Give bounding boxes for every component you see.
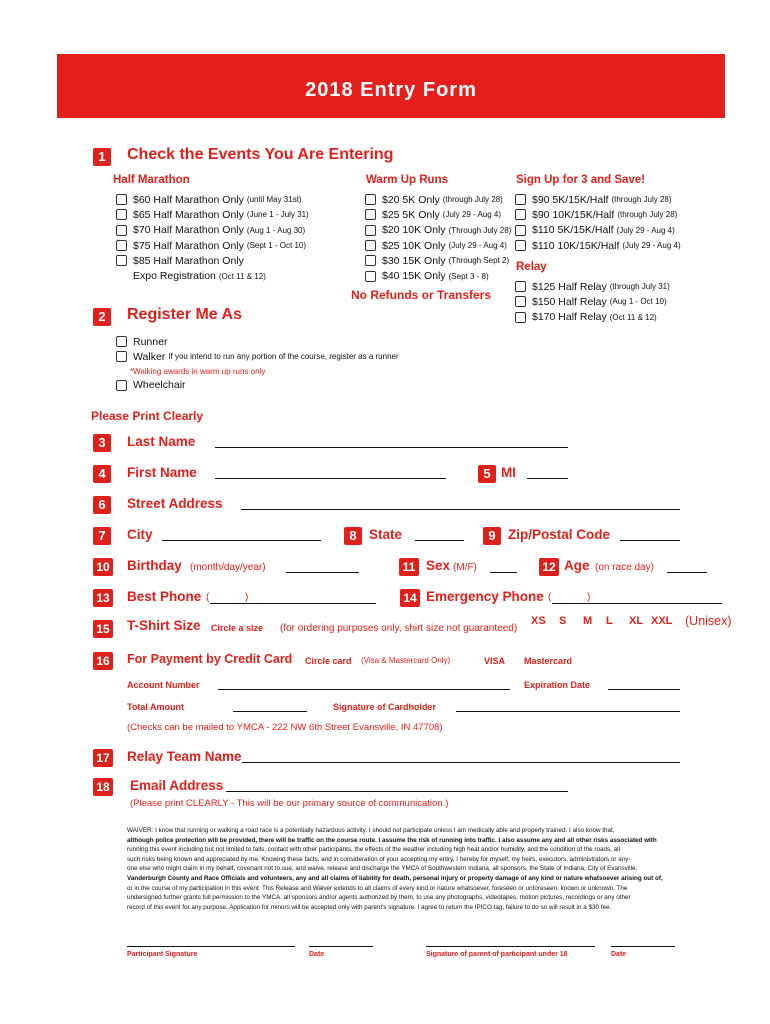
section-heading-register: Register Me As — [127, 306, 242, 323]
warm-up-options — [365, 192, 511, 284]
signature-cardholder-label: Signature of Cardholder — [333, 702, 437, 712]
age-field[interactable] — [667, 572, 707, 573]
option-combo-3[interactable] — [515, 223, 681, 238]
zip-field[interactable] — [620, 540, 680, 541]
email-label: Email Address — [130, 778, 224, 793]
email-field[interactable] — [226, 791, 568, 792]
mi-field[interactable] — [527, 478, 568, 479]
city-field[interactable] — [162, 540, 321, 541]
waiver-text — [127, 826, 682, 912]
option-label: $25 10K Only — [382, 239, 446, 252]
size-s[interactable]: S — [559, 615, 567, 627]
field-number-10: 10 — [93, 558, 113, 576]
checkbox[interactable] — [116, 255, 127, 266]
account-number-field[interactable] — [218, 689, 510, 690]
relay-heading: Relay — [516, 261, 547, 273]
birthday-field[interactable] — [286, 572, 359, 573]
total-amount-label: Total Amount — [127, 702, 184, 712]
checkbox[interactable] — [365, 194, 376, 205]
option-half-marathon-75[interactable] — [116, 238, 309, 253]
signature-cardholder-field[interactable] — [456, 711, 680, 712]
please-print-clearly: Please Print Clearly — [91, 409, 204, 423]
waiver-line: such risks being known and appreciated by me. Knowing these facts, and in consideration of your accepting my entry, I hereby for myself, my heirs, executors, administrators or any- — [127, 855, 631, 863]
participant-signature-label: Participant Signature — [127, 951, 198, 958]
birthday-note: (month/day/year) — [190, 562, 266, 573]
emergency-phone-paren-close: ) — [587, 592, 591, 603]
option-label: $85 Half Marathon Only — [133, 254, 244, 267]
option-note: (through July 28) — [442, 195, 503, 205]
parent-signature-label: Signature of parent of participant under 18 — [426, 951, 568, 958]
register-options — [116, 334, 399, 393]
tshirt-note: (for ordering purposes only, shirt size not guaranteed) — [280, 623, 518, 634]
option-note: (through July 28) — [617, 210, 678, 220]
option-note: (July 29 - Aug 4) — [622, 241, 681, 251]
size-xs[interactable]: XS — [531, 615, 546, 627]
relay-team-label: Relay Team Name — [127, 749, 242, 764]
checkbox[interactable] — [365, 240, 376, 251]
size-xl[interactable]: XL — [629, 615, 644, 627]
relay-options — [515, 279, 670, 325]
half-marathon-options — [116, 192, 309, 284]
option-note: (Sept 3 - 8) — [448, 271, 489, 281]
field-number-3: 3 — [93, 434, 111, 452]
mastercard-option[interactable]: Mastercard — [524, 656, 573, 666]
date-label-2: Date — [611, 951, 627, 958]
zip-label: Zip/Postal Code — [508, 527, 611, 542]
option-label: $70 Half Marathon Only — [133, 224, 244, 237]
form-title-banner — [57, 54, 725, 118]
checkbox[interactable] — [365, 271, 376, 282]
option-label: $90 10K/15K/Half — [532, 208, 615, 221]
field-number-9: 9 — [483, 527, 501, 545]
option-note: (Aug 1 - Aug 30) — [246, 225, 306, 235]
email-note: (Please print CLEARLY - This will be our primary source of communication.) — [130, 798, 449, 809]
payment-label: For Payment by Credit Card — [127, 652, 293, 666]
option-combo-1[interactable] — [515, 192, 681, 207]
size-l[interactable]: L — [606, 615, 613, 627]
option-wheelchair[interactable] — [116, 378, 399, 393]
option-note: (Aug 1 - Oct 10) — [609, 297, 667, 307]
option-note: (July 29 - Aug 4) — [616, 225, 675, 235]
option-warm-up-2[interactable] — [365, 207, 511, 222]
checkbox[interactable] — [116, 240, 127, 251]
waiver-line: record of this event for any purpose. Application for minors will be accepted only with parent's signature. I agree to return the IPICO tag, failure to do so will result in a $30 fee. — [127, 903, 612, 911]
checkbox[interactable] — [116, 380, 127, 391]
half-marathon-heading: Half Marathon — [113, 174, 190, 186]
birthday-label: Birthday — [127, 558, 182, 573]
option-walker[interactable] — [116, 349, 399, 364]
option-warm-up-5[interactable] — [365, 253, 511, 268]
size-xxl[interactable]: XXL — [651, 615, 673, 627]
first-name-label: First Name — [127, 465, 197, 480]
field-number-15: 15 — [93, 620, 113, 638]
option-relay-125[interactable] — [515, 279, 670, 294]
expo-note: (Oct 11 & 12) — [218, 271, 266, 281]
parent-signature-field[interactable] — [426, 946, 595, 947]
visa-option[interactable]: VISA — [484, 656, 506, 666]
checkbox[interactable] — [515, 209, 526, 220]
waiver-line: although police protection will be provided, there will be traffic on the course route. I assume the risk of running into traffic. I also assume any and all other risks associated with — [127, 836, 657, 844]
sign-up-3-heading: Sign Up for 3 and Save! — [516, 174, 646, 186]
date-field-2[interactable] — [611, 946, 675, 947]
emergency-phone-label: Emergency Phone — [426, 589, 544, 604]
option-label: $20 5K Only — [382, 193, 440, 206]
option-label: $75 Half Marathon Only — [133, 239, 244, 252]
option-half-marathon-65[interactable] — [116, 207, 309, 222]
option-warm-up-1[interactable] — [365, 192, 511, 207]
walking-awards-note: *Walking awards in warm up runs only — [130, 366, 266, 376]
section-number-2: 2 — [93, 308, 111, 326]
checkbox[interactable] — [116, 225, 127, 236]
field-number-11: 11 — [399, 558, 419, 576]
city-label: City — [127, 527, 153, 542]
option-combo-4[interactable] — [515, 238, 681, 253]
option-label: $150 Half Relay — [532, 295, 607, 308]
date-label-1: Date — [309, 951, 325, 958]
checkbox[interactable] — [515, 296, 526, 307]
participant-signature-field[interactable] — [127, 946, 295, 947]
walker-note: If you intend to run any portion of the course, register as a runner — [168, 352, 399, 362]
total-amount-field[interactable] — [233, 711, 307, 712]
field-number-7: 7 — [93, 527, 111, 545]
option-label: $170 Half Relay — [532, 311, 607, 324]
option-label: $125 Half Relay — [532, 280, 607, 293]
option-label: $60 Half Marathon Only — [133, 193, 244, 206]
form-title: 2018 Entry Form — [305, 79, 477, 101]
option-runner[interactable] — [116, 334, 399, 349]
option-label: $25 5K Only — [382, 208, 440, 221]
option-label: $110 5K/15K/Half — [532, 224, 614, 237]
field-number-13: 13 — [93, 589, 113, 607]
option-note: (July 29 - Aug 4) — [448, 241, 507, 251]
waiver-line: WAIVER: I know that running or walking a road race is a potentially hazardous activity. I should not participate unless I am medically able and properly trained. I also know that, — [127, 827, 615, 834]
account-number-label: Account Number — [127, 680, 200, 690]
emergency-phone-paren-open: ( — [548, 592, 552, 603]
waiver-line: Vanderburgh County and Race Officials and volunteers, any and all claims of liability for death, personal injury or property damage of any kind or nature whatsoever arising out of, — [127, 874, 663, 882]
no-refunds-notice: No Refunds or Transfers — [351, 288, 492, 302]
section-number-1: 1 — [93, 148, 111, 166]
size-m[interactable]: M — [583, 615, 593, 627]
expo-label: Expo Registration — [133, 270, 216, 283]
last-name-field[interactable] — [215, 447, 568, 448]
option-combo-2[interactable] — [515, 207, 681, 222]
sign-up-3-options — [515, 192, 681, 253]
waiver-line: one else who might claim in my behalf, covenant not to sue, and waive, release and discharge the YMCA of Southwestern Indiana, all sponsors, the State of Indiana, City of Evansville, — [127, 865, 638, 873]
option-note: (July 29 - Aug 4) — [442, 210, 502, 220]
option-label: $30 15K Only — [382, 254, 446, 267]
emergency-phone-field[interactable] — [552, 603, 722, 604]
last-name-label: Last Name — [127, 434, 196, 449]
option-warm-up-6[interactable] — [365, 268, 511, 283]
option-half-marathon-70[interactable] — [116, 223, 309, 238]
best-phone-label: Best Phone — [127, 589, 202, 604]
field-number-5: 5 — [478, 465, 496, 483]
checkbox[interactable] — [365, 225, 376, 236]
option-relay-150[interactable] — [515, 294, 670, 309]
checkbox[interactable] — [116, 336, 127, 347]
street-address-label: Street Address — [127, 496, 223, 511]
mi-label: MI — [501, 465, 516, 480]
option-label: Wheelchair — [133, 379, 186, 392]
tshirt-label: T-Shirt Size — [127, 618, 201, 633]
section-heading-events: Check the Events You Are Entering — [127, 146, 394, 163]
option-label: $20 10K Only — [382, 224, 446, 237]
option-note: (Through Sept 2) — [448, 256, 510, 266]
option-relay-170[interactable] — [515, 310, 670, 325]
option-label: $110 10K/15K/Half — [532, 239, 620, 252]
option-note: (until May 31st) — [246, 195, 302, 205]
field-number-14: 14 — [400, 589, 420, 607]
expiration-field[interactable] — [608, 689, 680, 690]
field-number-16: 16 — [93, 652, 113, 670]
sex-label: Sex — [426, 558, 451, 573]
checkbox[interactable] — [116, 351, 127, 362]
option-note: (Through July 28) — [448, 225, 512, 235]
checkbox[interactable] — [365, 255, 376, 266]
option-label: Walker — [133, 350, 166, 363]
checkbox[interactable] — [116, 209, 127, 220]
field-number-4: 4 — [93, 465, 111, 483]
best-phone-paren-open: ( — [206, 592, 210, 603]
field-number-17: 17 — [93, 749, 113, 767]
expiration-label: Expiration Date — [524, 680, 591, 690]
checks-mail-note: (Checks can be mailed to YMCA - 222 NW 6th Street Evansville, IN 47708) — [127, 722, 443, 733]
checkbox[interactable] — [515, 225, 526, 236]
circle-card-label: Circle card — [305, 656, 352, 666]
checkbox[interactable] — [515, 240, 526, 251]
date-field-1[interactable] — [309, 946, 373, 947]
first-name-field[interactable] — [215, 478, 446, 479]
sex-field[interactable] — [490, 572, 517, 573]
circle-size-label: Circle a size — [211, 623, 264, 633]
option-label: Runner — [133, 335, 168, 348]
state-field[interactable] — [415, 540, 464, 541]
option-note: (through July 28) — [611, 195, 672, 205]
checkbox[interactable] — [515, 281, 526, 292]
option-label: $90 5K/15K/Half — [532, 193, 609, 206]
option-label: $40 15K Only — [382, 270, 446, 283]
expo-registration — [116, 268, 309, 283]
age-label: Age — [564, 558, 590, 573]
sex-note: (M/F) — [453, 562, 477, 573]
option-warm-up-3[interactable] — [365, 223, 511, 238]
checkbox[interactable] — [515, 312, 526, 323]
street-address-field[interactable] — [241, 509, 680, 510]
option-half-marathon-85[interactable] — [116, 253, 309, 268]
waiver-line: undersigned further grants full permission to the YMCA, all sponsors and/or agents authorized by them, to use any photographs, videotapes, motion pictures, recordings or any other — [127, 894, 631, 902]
relay-team-field[interactable] — [242, 762, 680, 763]
checkbox[interactable] — [365, 209, 376, 220]
checkbox[interactable] — [515, 194, 526, 205]
warm-up-heading: Warm Up Runs — [366, 174, 448, 186]
field-number-12: 12 — [539, 558, 559, 576]
field-number-8: 8 — [344, 527, 362, 545]
option-note: (Oct 11 & 12) — [609, 312, 657, 322]
option-note: (through July 31) — [609, 282, 670, 292]
waiver-line: or in the course of my participation in this event. This Release and Waiver extends to all claims of every kind or nature whatsoever, foreseen or unforeseen, known or unknown. The — [127, 884, 628, 892]
field-number-18: 18 — [93, 778, 113, 796]
checkbox[interactable] — [116, 194, 127, 205]
option-note: (Sept 1 - Oct 10) — [246, 241, 307, 251]
age-note: (on race day) — [595, 562, 654, 573]
unisex-note: (Unisex) — [685, 614, 732, 628]
waiver-line: running this event including but not limited to falls, contact with other participants, the effects of the weather including high heat and/or humidity, and the condition of the roads, all — [127, 846, 620, 854]
option-label: $65 Half Marathon Only — [133, 208, 244, 221]
field-number-6: 6 — [93, 496, 111, 514]
best-phone-field[interactable] — [210, 603, 376, 604]
card-note: (Visa & Mastercard Only) — [361, 656, 451, 665]
best-phone-paren-close: ) — [245, 592, 249, 603]
option-half-marathon-60[interactable] — [116, 192, 309, 207]
option-warm-up-4[interactable] — [365, 238, 511, 253]
option-note: (June 1 - July 31) — [246, 210, 309, 220]
state-label: State — [369, 527, 403, 542]
